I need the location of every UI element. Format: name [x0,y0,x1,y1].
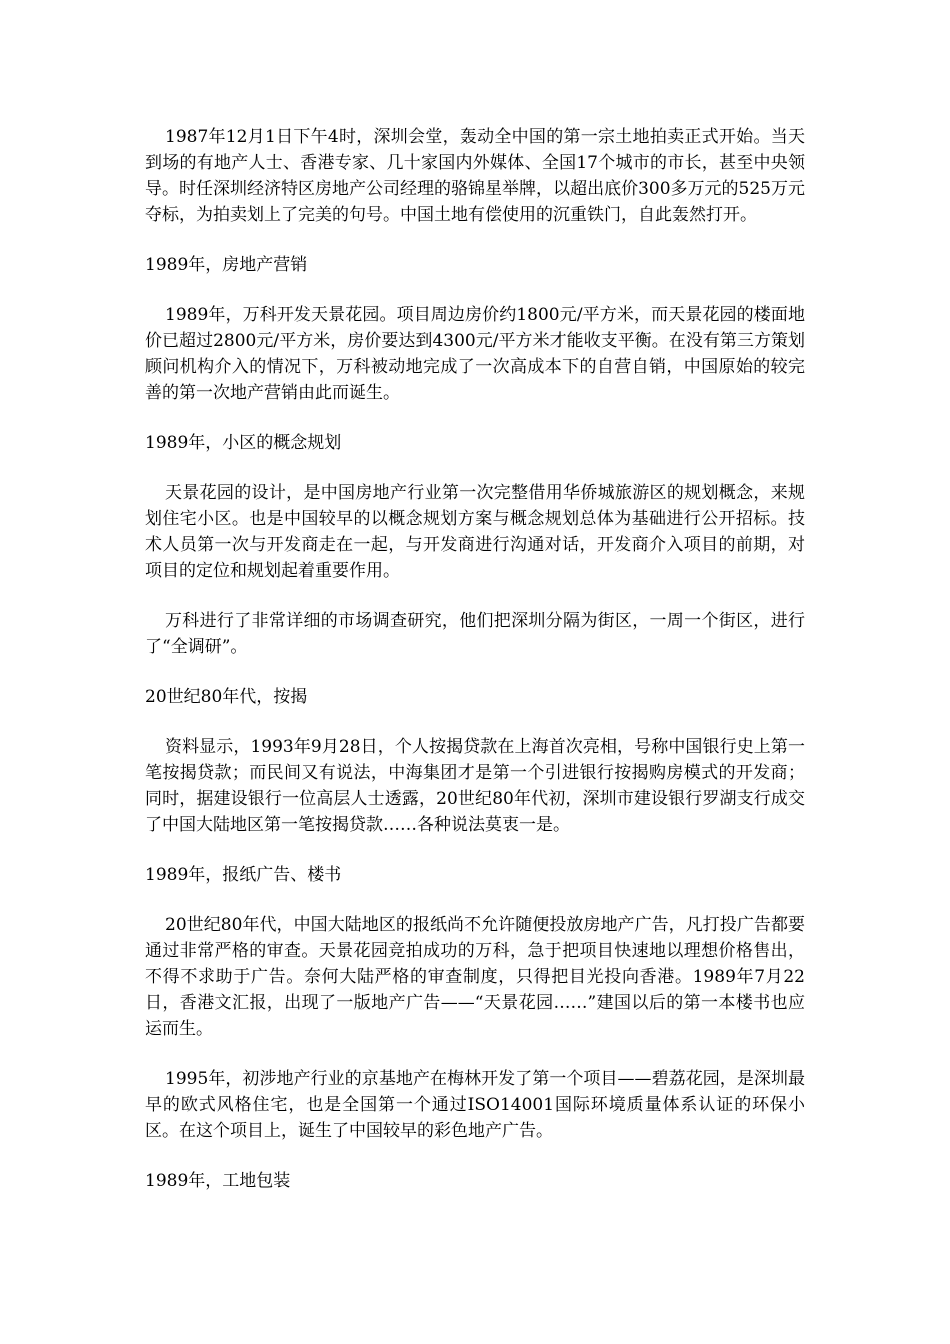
paragraph-vanke-marketing: 1989年，万科开发天景花园。项目周边房价约1800元/平方米，而天景花园的楼面地价已超过2800元/平方米，房价要达到4300元/平方米才能收支平衡。在没有第三方策划顾问机构介入的情况下，万科被动地完成了一次高成本下的自营自销，中国原始的较完善的第一次地产营销由此而诞生。 [145,305,805,403]
document-page [145,124,805,1218]
paragraph-land-auction: 1987年12月1日下午4时，深圳会堂，轰动全中国的第一宗土地拍卖正式开始。当天到场的有地产人士、香港专家、几十家国内外媒体、全国17个城市的市长，甚至中央领导。时任深圳经济特区房地产公司经理的骆锦星举牌，以超出底价300多万元的525万元夺标，为拍卖划上了完美的句号。中国土地有偿使用的沉重铁门，自此轰然打开。 [145,127,805,225]
paragraph-newspaper-ads: 20世纪80年代，中国大陆地区的报纸尚不允许随便投放房地产广告，凡打投广告都要通过非常严格的审查。天景花园竞拍成功的万科，急于把项目快速地以理想价格售出，不得不求助于广告。奈何大陆严格的审查制度，只得把目光投向香港。1989年7月22日，香港文汇报，出现了一版地产广告——“天景花园……”建国以后的第一本楼书也应运而生。 [145,915,805,1039]
paragraph-market-research: 万科进行了非常详细的市场调查研究，他们把深圳分隔为街区，一周一个街区，进行了“全调研”。 [145,611,805,657]
paragraph-mortgage-history: 资料显示，1993年9月28日，个人按揭贷款在上海首次亮相，号称中国银行史上第一笔按揭贷款；而民间又有说法，中海集团才是第一个引进银行按揭购房模式的开发商；同时，据建设银行一位高层人士透露，20世纪80年代初，深圳市建设银行罗湖支行成交了中国大陆地区第一笔按揭贷款……各种说法莫衷一是。 [145,737,805,835]
heading-site-packaging: 1989年，工地包装 [145,1171,291,1191]
paragraph-color-ads: 1995年，初涉地产行业的京基地产在梅林开发了第一个项目——碧荔花园，是深圳最早的欧式风格住宅，也是全国第一个通过ISO14001国际环境质量体系认证的环保小区。在这个项目上，诞生了中国较早的彩色地产广告。 [145,1069,805,1141]
heading-mortgage: 20世纪80年代，按揭 [145,687,308,707]
heading-newspaper-ads: 1989年，报纸广告、楼书 [145,865,342,885]
paragraph-tianjing-design: 天景花园的设计，是中国房地产行业第一次完整借用华侨城旅游区的规划概念，来规划住宅小区。也是中国较早的以概念规划方案与概念规划总体为基础进行公开招标。技术人员第一次与开发商走在一起，与开发商进行沟通对话，开发商介入项目的前期，对项目的定位和规划起着重要作用。 [145,483,805,581]
heading-concept-planning: 1989年，小区的概念规划 [145,433,342,453]
heading-real-estate-marketing: 1989年，房地产营销 [145,255,308,275]
